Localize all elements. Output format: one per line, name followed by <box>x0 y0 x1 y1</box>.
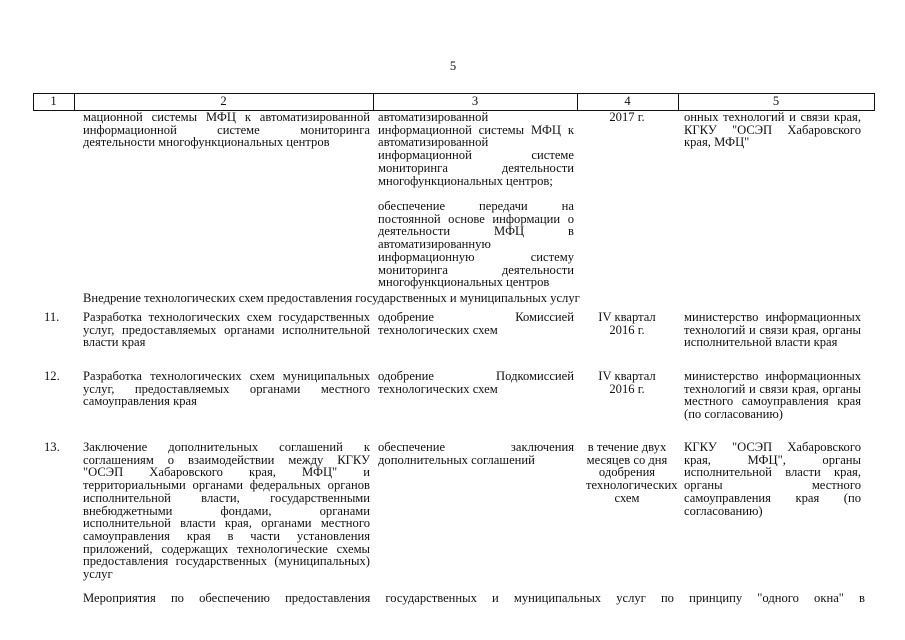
row-result: обеспечение заключения дополнительных соглашений <box>378 440 574 467</box>
row-number: 11. <box>44 310 60 324</box>
header-divider <box>874 93 875 110</box>
cont-result-1: автоматизированной информационной системы МФЦ к автоматизированной информационной системе мониторинга деятельности многофункциональных центров; <box>378 110 574 188</box>
row-result: одобрение Подкомиссией технологических схем <box>378 369 574 396</box>
row-responsible: КГКУ "ОСЭП Хабаровского края, МФЦ", органы исполнительной власти края, органы местного самоуправления края (по согласованию) <box>684 440 861 518</box>
cont-responsible: онных технологий и связи края, КГКУ "ОСЭП Хабаровского края, МФЦ" <box>684 110 861 150</box>
row-result: одобрение Комиссией технологических схем <box>378 310 574 337</box>
header-cell-2: 2 <box>220 94 227 108</box>
cont-deadline: 2017 г. <box>609 110 645 124</box>
row-event: Разработка технологических схем муниципальных услуг, предоставляемых органами местного самоуправления края <box>83 369 370 409</box>
header-cell-5: 5 <box>772 94 780 108</box>
header-cell-1: 1 <box>50 94 57 108</box>
section-heading: Внедрение технологических схем предоставления государственных и муниципальных услуг <box>83 291 580 305</box>
header-cell-4: 4 <box>624 94 631 108</box>
row-number: 12. <box>44 369 60 383</box>
cont-result-2: обеспечение передачи на постоянной основе информации о деятельности МФЦ в автоматизированную информационную систему мониторинга деятельности многофункциональных центров <box>378 199 574 290</box>
section-heading <box>83 592 865 605</box>
section-heading-text: Мероприятия по обеспечению предоставления государственных и муниципальных услуг по принципу "одного окна" в <box>83 591 865 605</box>
row-deadline: IV квартал 2016 г. <box>598 369 656 396</box>
header-cell-3: 3 <box>471 94 479 108</box>
row-responsible: министерство информационных технологий и связи края, органы исполнительной власти края <box>684 310 861 350</box>
row-deadline: в течение двух месяцев со дня одобрения технологических схем <box>586 440 678 505</box>
row-event: Разработка технологических схем государственных услуг, предоставляемых органами исполнительной власти края <box>83 310 370 350</box>
row-number: 13. <box>44 440 60 454</box>
row-responsible: министерство информационных технологий и связи края, органы местного самоуправления края (по согласованию) <box>684 369 861 422</box>
row-event: Заключение дополнительных соглашений к соглашениям о взаимодействии между КГКУ "ОСЭП Хабаровского края, МФЦ" и территориальными органами федеральных органов исполнительной власти, государственными внебюджетными фондами, органами исполнительной власти края, органами местного самоуправления края в части установления приложений, содержащих технологические схемы предоставления государственных (муниципальных) услуг <box>83 440 370 582</box>
page-number: 5 <box>449 59 457 73</box>
cont-event: мационной системы МФЦ к автоматизированной информационной системе мониторинга деятельности многофункциональных центров <box>83 110 370 150</box>
row-deadline: IV квартал 2016 г. <box>598 310 656 337</box>
